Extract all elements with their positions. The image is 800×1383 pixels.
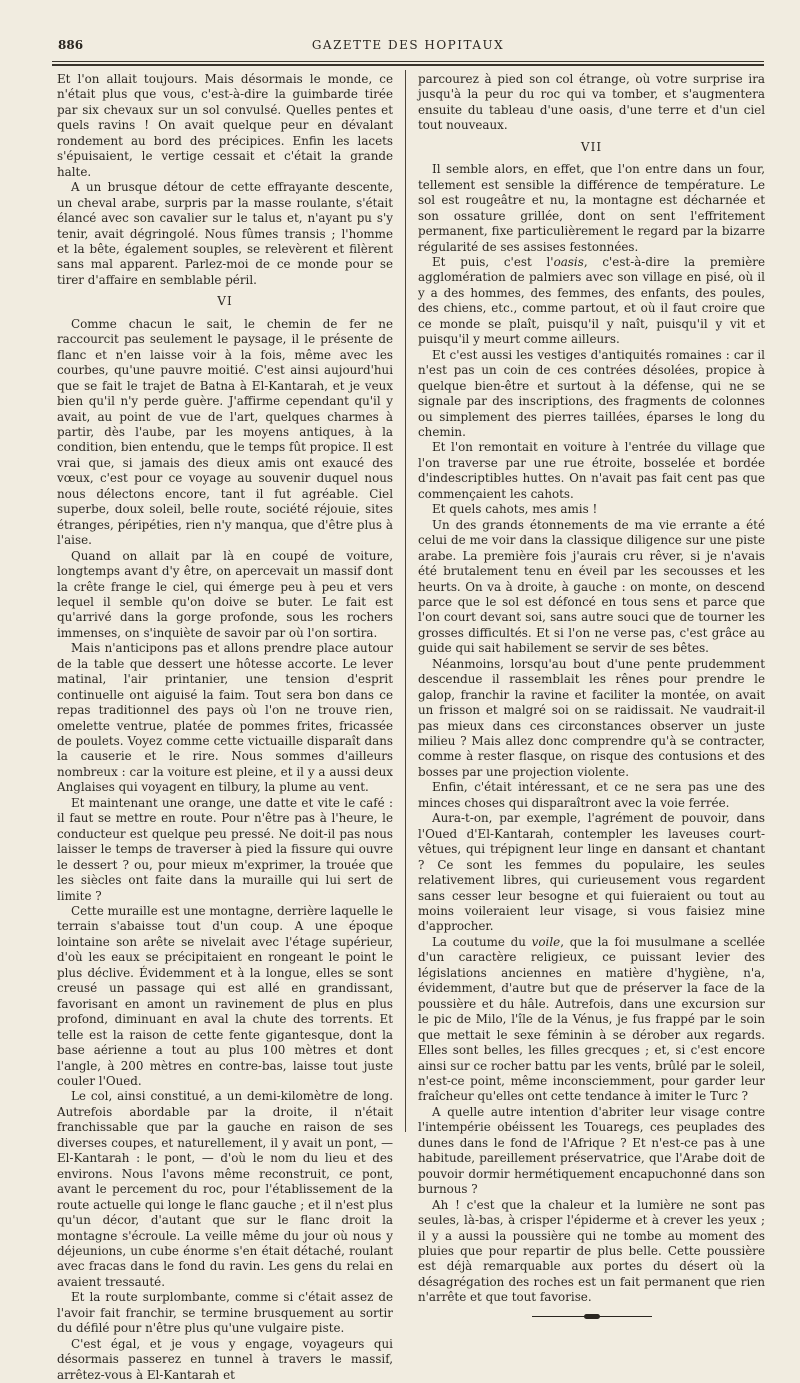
paragraph: Enfin, c'était intéressant, et ce ne sera pas une des minces choses qui disparaîtront avec la voie ferrée. — [418, 780, 765, 810]
paragraph: Le col, ainsi constitué, a un demi-kilomètre de long. Autrefois abordable par la droite, il n'était franchissable que par la gauche en raison de ses diverses coupes, et naturellement, il y avait un pont, — El-Kantarah : le pont, — d'où le nom du lieu et des environs. Nous l'avons même reconstruit, ce pont, avant le percement du roc, pour l'établissement de la route actuelle qui longe le flanc gauche ; et il n'est plus qu'un décor, d'autant que sur le flanc droit la montagne s'écroule. La veille même du jour où nous y déjeunions, un cube énorme s'en était détaché, roulant avec fracas dans le fond du ravin. Les gens du relai en avaient tressauté. — [57, 1089, 393, 1289]
page-header — [52, 36, 764, 62]
right-column — [418, 72, 765, 1320]
text-run: , c'est-à-dire la première agglomération de palmiers avec son village en pisé, où il y a des hommes, des femmes, des enfants, des poules, des chiens, etc., comme partout, et où il faut croire que ce monde se plaît, puisqu'il y naît, puisqu'il y vit et puisqu'il y meurt comme ailleurs. — [418, 254, 765, 347]
paragraph: Et quels cahots, mes amis ! — [432, 502, 598, 517]
paragraph: parcourez à pied son col étrange, où votre surprise ira jusqu'à la peur du roc qui va tomber, et s'augmentera ensuite du tableau d'une oasis, d'une terre et d'un ciel tout nouveaux. — [418, 72, 765, 133]
text-run: Et puis, c'est l' — [432, 254, 554, 269]
paragraph — [418, 255, 765, 348]
left-column — [57, 72, 393, 1383]
page-number: 886 — [58, 38, 84, 52]
text-run: La coutume du — [432, 934, 532, 949]
section-heading: VI — [217, 294, 233, 309]
paragraph: Un des grands étonnements de ma vie errante a été celui de me voir dans la classique diligence sur une piste arabe. La première fois j'aurais cru rêver, si je n'avais été brutalement tenu en éveil par les secousses et les heurts. On va à droite, à gauche : on monte, on descend parce que le sol est défoncé en tous sens et parce que l'on court devant soi, sans autre souci que de tourner les grosses difficultés. Et si l'on ne verse pas, c'est grâce au guide qui sait habilement se servir de ses bêtes. — [418, 517, 765, 656]
paragraph: Et la route surplombante, comme si c'était assez de l'avoir fait franchir, se termine brusquement au sortir du défilé pour n'être plus qu'une vulgaire piste. — [57, 1290, 393, 1336]
italic-term: oasis — [553, 254, 584, 269]
paragraph: C'est égal, et je vous y engage, voyageurs qui désormais passerez en tunnel à travers le massif, arrêtez-vous à El-Kantarah et — [57, 1336, 393, 1382]
paragraph: Quand on allait par là en coupé de voiture, longtemps avant d'y être, on apercevait un massif dont la crête frange le ciel, qui émerge peu à peu et vers lequel il semble qu'on doive se buter. Le fait est qu'arrivé dans la gorge profonde, sous les rochers immenses, on s'inquiète de savoir par où l'on sortira. — [57, 548, 393, 640]
column-divider — [405, 70, 406, 1132]
paragraph — [418, 935, 765, 1105]
paragraph: Néanmoins, lorsqu'au bout d'une pente prudemment descendue il rassemblait les rênes pour prendre le galop, franchir la ravine et faciliter la montée, on avait un frisson et malgré soi on se raidissait. Ne vaudrait-il pas mieux dans ces circonstances observer un juste milieu ? Mais allez donc comprendre qu'à se contracter, comme à rester flasque, on risque des contusions et des bosses par une projection violente. — [418, 656, 765, 779]
header-rule-thick — [52, 64, 764, 66]
paragraph: Cette muraille est une montagne, derrière laquelle le terrain s'abaisse tout d'un coup. A une époque lointaine son arête se nivelait avec l'étage supérieur, d'où les eaux se précipitaient en rongeant le point le plus déclive. Évidemment et à la longue, elles se sont creusé un passage qui est allé en grandissant, favorisant en amont un ravinement de plus en plus profond, diminuant en aval la chute des torrents. Et telle est la raison de cette fente gigantesque, dont la base aérienne a tout au plus 100 mètres et dont l'angle, à 200 mètres en contre-bas, laisse tout juste couler l'Oued. — [57, 904, 393, 1088]
section-heading: VII — [580, 139, 603, 154]
paragraph: Et maintenant une orange, une datte et vite le café : il faut se mettre en route. Pour n'être pas à l'heure, le conducteur est quelque peu pressé. Ne doit-il pas nous laisser le temps de traverser à pied la fissure qui ouvre le dessert ? ou, pour mieux m'exprimer, la trouée que les siècles ont faite dans la muraille qui lui sert de limite ? — [57, 795, 393, 903]
ornament-dot — [584, 1314, 600, 1319]
paragraph: Et l'on allait toujours. Mais désormais le monde, ce n'était plus que vous, c'est-à-dire la guimbarde tirée par six chevaux sur un sol convulsé. Quelles pentes et quels ravins ! On avait quelque peur en dévalant rondement au bord des précipices. Enfin les lacets s'épuisaient, le vertige cessait et c'était la grande halte. — [57, 72, 393, 179]
end-ornament — [532, 1314, 652, 1320]
italic-term: voile — [531, 934, 561, 949]
header-rule — [52, 61, 764, 62]
paragraph: Et c'est aussi les vestiges d'antiquités romaines : car il n'est pas un coin de ces contrées désolées, propice à quelque bien-être et surtout à la défense, qui ne se signale par des inscriptions, des fragments de colonnes ou simplement des pierres taillées, éparses le long du chemin. — [418, 347, 765, 439]
text-run: , que la foi musulmane a scellée d'un caractère religieux, ce puissant levier des législations anciennes en matière d'hygiène, n'a, évidemment, d'autre but que de préserver la face de la poussière et du hâle. Autrefois, dans une excursion sur le pic de Milo, l'île de la Vénus, je fus frappé par le soin que mettait le sexe féminin à se dérober aux regards. Elles sont belles, les filles grecques ; et, si c'est encore ainsi sur ce rocher battu par les vents, brûlé par le soleil, n'est-ce point, même inconsciemment, pour garder leur fraîcheur qu'elles ont cette tendance à imiter le Turc ? — [418, 934, 765, 1104]
paragraph: Comme chacun le sait, le chemin de fer ne raccourcit pas seulement le paysage, il le présente de flanc et n'en laisse voir à la fois, même avec les courbes, qu'une pauvre moitié. C'est ainsi aujourd'hui que se fait le trajet de Batna à El-Kantarah, et je veux bien qu'il n'y perde guère. J'affirme cependant qu'il y avait, au point de vue de l'art, quelques charmes à partir, dès l'aube, par les moyens antiques, à la condition, bien entendu, que le temps fût propice. Il est vrai que, si jamais des dieux amis ont exaucé des vœux, c'est pour ce voyage au souvenir duquel nous nous délectons encore, tant il fut agréable. Ciel superbe, doux soleil, belle route, société réjouie, sites étranges, péripéties, rien n'y manqua, que d'être plus à l'aise. — [57, 316, 393, 548]
paragraph: Ah ! c'est que la chaleur et la lumière ne sont pas seules, là-bas, à crisper l'épiderme et à crever les yeux ; il y a aussi la poussière qui ne tombe au moment des pluies que pour repartir de plus belle. Cette poussière est déjà remarquable aux portes du désert où la désagrégation des roches est un fait permanent que rien n'arrête et que tout favorise. — [418, 1197, 765, 1305]
paragraph: Il semble alors, en effet, que l'on entre dans un four, tellement est sensible la différence de température. Le sol est rougeâtre et nu, la montagne est décharnée et son ossature grillée, dont on sent l'effritement permanent, fixe particulièrement le regard par la bizarre régularité de ses assises festonnées. — [418, 162, 765, 254]
paragraph: Mais n'anticipons pas et allons prendre place autour de la table que dessert une hôtesse accorte. Le lever matinal, l'air printanier, une tension d'esprit continuelle ont aiguisé la faim. Tout sera bon dans ce repas traditionnel des pays où l'on ne trouve rien, omelette ventrue, platée de pommes frites, fricassée de poulets. Voyez comme cette victuaille disparaît dans la causerie et le rire. Nous sommes d'ailleurs nombreux : car la voiture est pleine, et il y a aussi deux Anglaises qui voyagent en tilbury, la plume au vent. — [57, 641, 393, 795]
paragraph: A un brusque détour de cette effrayante descente, un cheval arabe, surpris par la masse roulante, s'était élancé avec son cavalier sur le talus et, n'ayant pu s'y tenir, avait dégringolé. Nous fûmes transis ; l'homme et la bête, également souples, se relevèrent et filèrent sans mal apparent. Parlez-moi de ce monde pour se tirer d'affaire en semblable péril. — [57, 180, 393, 287]
paragraph: Aura-t-on, par exemple, l'agrément de pouvoir, dans l'Oued d'El-Kantarah, contempler les laveuses court-vêtues, qui trépignent leur linge en dansant et chantant ? Ce sont les femmes du populaire, les seules relativement libres, qui curieusement vous regardent sans cesser leur besogne et qui fuieraient ou tout au moins voileraient leur visage, si vous faisiez mine d'approcher. — [418, 811, 765, 934]
running-title: GAZETTE DES HOPITAUX — [311, 38, 505, 52]
paragraph: A quelle autre intention d'abriter leur visage contre l'intempérie obéissent les Touaregs, ces peuplades des dunes dans le fond de l'Afrique ? Et n'est-ce pas à une habitude, pareillement préservatrice, que l'Arabe doit de pouvoir dormir hermétiquement encapuchonné dans son burnous ? — [418, 1104, 765, 1197]
paragraph: Et l'on remontait en voiture à l'entrée du village que l'on traverse par une rue étroite, bosselée et bordée d'indescriptibles huttes. On n'avait pas fait cent pas que commençaient les cahots. — [418, 440, 765, 501]
